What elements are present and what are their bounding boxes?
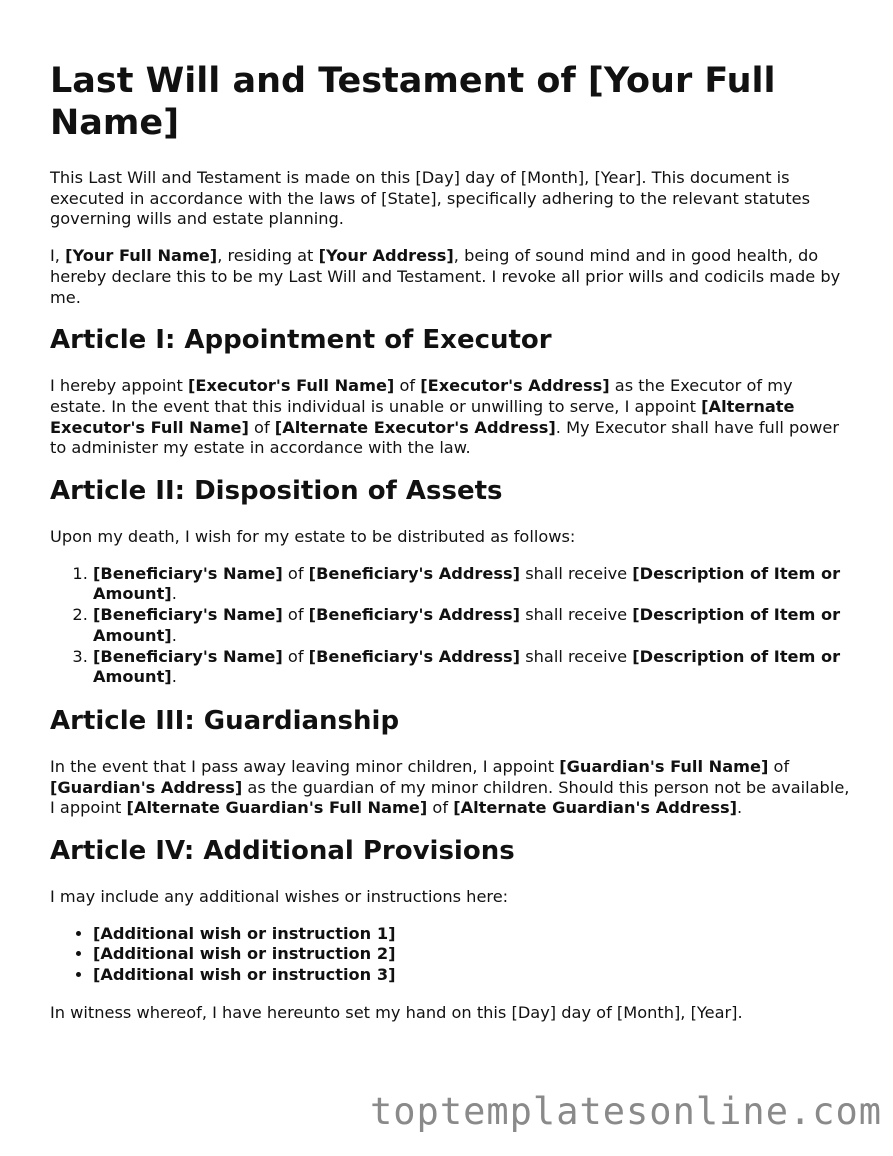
list-text: . — [171, 667, 177, 687]
provisions-list — [50, 924, 850, 986]
article-1-heading: Article I: Appointment of Executor — [50, 325, 552, 356]
executor-name: [Executor's Full Name] — [188, 376, 395, 396]
beneficiary-item — [93, 605, 850, 646]
declaration-text: I, — [50, 246, 66, 266]
declaration-text: , being of sound mind and in good health, do hereby declare this to be my Last Will and Testament. I revoke all prior wills and codicils made by me. — [50, 246, 841, 307]
beneficiary-name: [Beneficiary's Name] — [93, 563, 283, 583]
beneficiary-name: [Beneficiary's Name] — [93, 605, 283, 625]
list-text: shall receive — [520, 605, 633, 625]
article-1-text: I hereby appoint — [50, 376, 189, 396]
beneficiary-item — [93, 564, 850, 605]
list-text: shall receive — [520, 646, 633, 666]
article-4-intro: I may include any additional wishes or instructions here: — [50, 887, 509, 907]
article-3-heading: Article III: Guardianship — [50, 705, 400, 736]
article-3-paragraph — [50, 757, 850, 819]
article-1-paragraph — [50, 376, 850, 459]
document-page — [50, 60, 850, 1040]
article-3-text: In the event that I pass away leaving minor children, I appoint — [50, 756, 560, 776]
declaration-text: , residing at — [217, 246, 319, 266]
article-1-text: of — [248, 417, 275, 437]
beneficiary-list — [50, 564, 850, 688]
article-1-text: of — [394, 376, 421, 396]
alternate-executor-address: [Alternate Executor's Address] — [274, 417, 556, 437]
article-3-text: as the guardian of my minor children. Should this person not be available, I appoint — [50, 777, 850, 818]
provision-text: [Additional wish or instruction 2] — [93, 944, 396, 964]
list-text: of — [282, 563, 309, 583]
beneficiary-item — [93, 647, 850, 688]
beneficiary-address: [Beneficiary's Address] — [308, 605, 521, 625]
intro-paragraph: This Last Will and Testament is made on this [Day] day of [Month], [Year]. This document is executed in accordance with the laws of [State], specifically adhering to the relevant statutes governing wills and estate planning. — [50, 168, 811, 229]
provision-item — [93, 924, 850, 945]
article-2-heading: Article II: Disposition of Assets — [50, 476, 503, 507]
witness-paragraph: In witness whereof, I have hereunto set my hand on this [Day] day of [Month], [Year]. — [50, 1002, 743, 1022]
article-3-text: of — [427, 798, 454, 818]
alternate-executor-name: [Alternate Executor's Full Name] — [50, 396, 795, 437]
provision-item — [93, 965, 850, 986]
list-text: of — [282, 646, 309, 666]
beneficiary-name: [Beneficiary's Name] — [93, 646, 283, 666]
executor-address: [Executor's Address] — [420, 376, 610, 396]
article-3-text: of — [768, 756, 790, 776]
article-2-intro: Upon my death, I wish for my estate to be distributed as follows: — [50, 527, 576, 547]
bequest-description: [Description of Item or Amount] — [93, 563, 841, 604]
guardian-address: [Guardian's Address] — [50, 777, 243, 797]
article-1-text: as the Executor of my estate. In the event that this individual is unable or unwilling to serve, I appoint — [50, 376, 793, 416]
article-4-heading: Article IV: Additional Provisions — [50, 836, 515, 867]
watermark: toptemplatesonline.com — [370, 1090, 883, 1133]
article-3-text: . — [737, 798, 743, 818]
list-text: shall receive — [520, 563, 633, 583]
document-title: Last Will and Testament of [Your Full Name] — [50, 61, 776, 143]
list-text: . — [171, 625, 177, 645]
alternate-guardian-address: [Alternate Guardian's Address] — [453, 798, 738, 818]
bequest-description: [Description of Item or Amount] — [93, 605, 841, 645]
beneficiary-address: [Beneficiary's Address] — [308, 563, 521, 583]
provision-text: [Additional wish or instruction 1] — [93, 923, 396, 943]
article-1-text: . My Executor shall have full power to administer my estate in accordance with the law. — [50, 417, 839, 458]
guardian-name: [Guardian's Full Name] — [559, 756, 769, 776]
list-text: of — [282, 605, 309, 625]
beneficiary-address: [Beneficiary's Address] — [308, 646, 521, 666]
list-text: . — [171, 584, 177, 604]
testator-address: [Your Address] — [318, 246, 454, 266]
declaration-paragraph — [50, 246, 850, 308]
bequest-description: [Description of Item or Amount] — [93, 646, 841, 687]
testator-name: [Your Full Name] — [65, 246, 218, 266]
provision-item — [93, 944, 850, 965]
alternate-guardian-name: [Alternate Guardian's Full Name] — [126, 798, 428, 818]
provision-text: [Additional wish or instruction 3] — [93, 965, 396, 985]
